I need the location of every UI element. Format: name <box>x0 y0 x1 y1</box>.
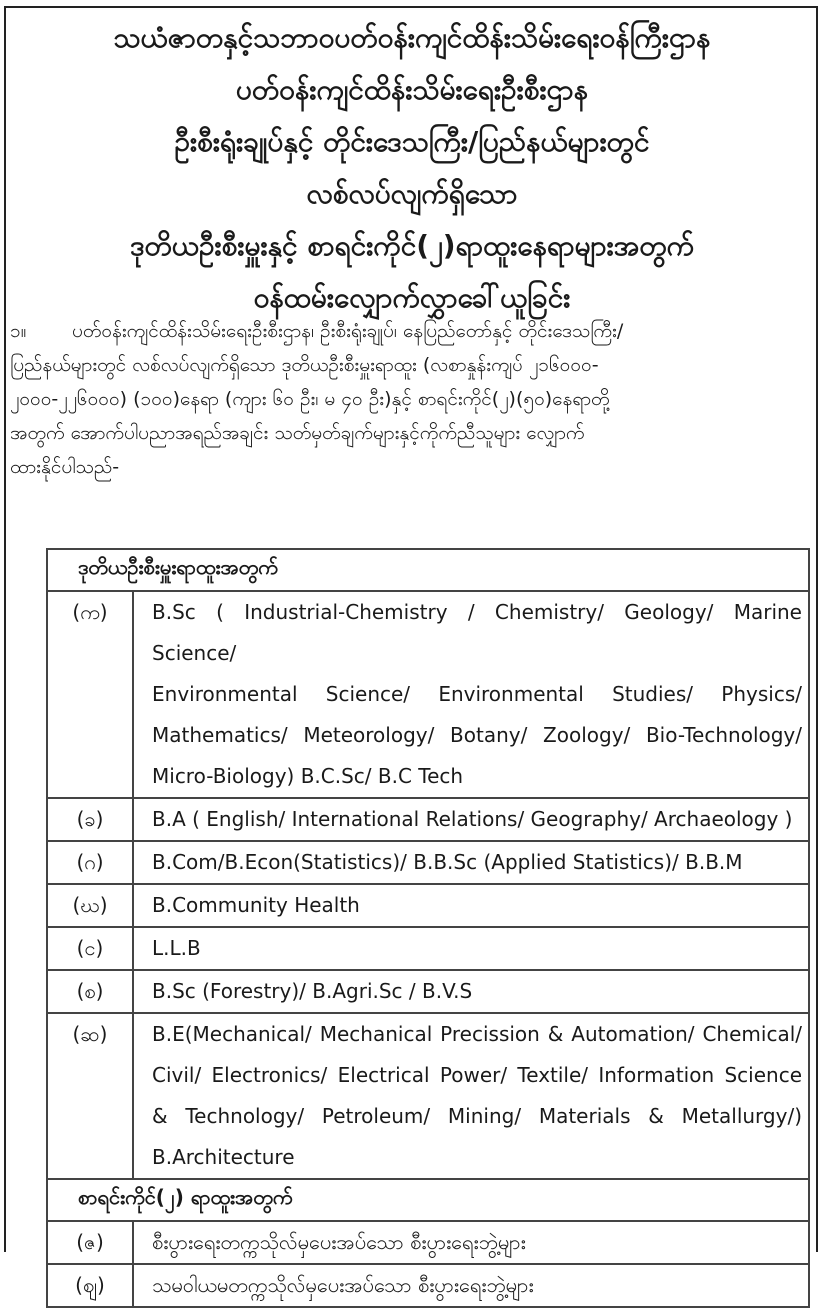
title-line: ဦးစီးရုံးချုပ်နှင့် တိုင်းဒေသကြီး/ပြည်နယ်များတွင် <box>174 125 650 158</box>
row-label: (င) <box>47 927 133 970</box>
table-row <box>47 927 809 970</box>
row-line: B.E(Mechanical/ Mechanical Precission & Automation/ Chemical/ <box>152 1022 802 1046</box>
title-line: လစ်လပ်လျက်ရှိသော <box>306 177 518 210</box>
table-row <box>47 1264 809 1307</box>
row-label: (ဆ) <box>47 1013 133 1179</box>
row-line: B.Community Health <box>152 893 360 917</box>
row-label: (ဂ) <box>47 841 133 884</box>
table-row <box>47 1221 809 1264</box>
paragraph-line: ၂၀၀၀-၂၂၆၀၀၀) (၁၀၀)နေရာ (ကျား ၆၀ ဦး၊ မ ၄၀ ဦး)နှင့် စာရင်းကိုင်(၂)(၅၀)နေရာတို့ <box>10 388 610 410</box>
row-line: Civil/ Electronics/ Electrical Power/ Textile/ Information Science <box>152 1063 802 1087</box>
row-label: (ဇ) <box>47 1221 133 1264</box>
row-line: & Technology/ Petroleum/ Mining/ Materials & Metallurgy/) <box>152 1104 802 1128</box>
table-row <box>47 841 809 884</box>
table-row <box>47 970 809 1013</box>
row-line: Micro-Biology) B.C.Sc/ B.C Tech <box>152 764 464 788</box>
row-line: သမဝါယမတက္ကသိုလ်မှပေးအပ်သော စီးပွားရေးဘွဲ့များ <box>152 1273 534 1297</box>
section-heading: စာရင်းကိုင်(၂) ရာထူးအတွက် <box>47 1179 809 1221</box>
row-line: B.Sc (Forestry)/ B.Agri.Sc / B.V.S <box>152 979 473 1003</box>
row-label: (စ) <box>47 970 133 1013</box>
row-line: B.Architecture <box>152 1145 295 1169</box>
section-heading: ဒုတိယဦးစီးမှူးရာထူးအတွက် <box>47 549 809 591</box>
paragraph-line: ပတ်ဝန်းကျင်ထိန်းသိမ်းရေးဦးစီးဌာန၊ ဦးစီးရုံးချုပ်၊ နေပြည်တော်နှင့် တိုင်းဒေသကြီး/ <box>72 320 624 342</box>
row-line: စီးပွားရေးတက္ကသိုလ်မှပေးအပ်သော စီးပွားရေးဘွဲ့များ <box>152 1230 526 1254</box>
row-label: (ဈ) <box>47 1264 133 1307</box>
row-line: Environmental Science/ Environmental Studies/ Physics/ <box>152 682 802 706</box>
qualification-table <box>46 548 810 1308</box>
row-line: Mathematics/ Meteorology/ Botany/ Zoology/ Bio-Technology/ <box>152 723 802 747</box>
row-line: B.Sc ( Industrial-Chemistry / Chemistry/ Geology/ Marine Science/ <box>152 600 802 665</box>
paragraph-line: အတွက် အောက်ပါပညာအရည်အချင်း သတ်မှတ်ချက်များနှင့်ကိုက်ညီသူများ လျှောက် <box>10 422 585 444</box>
intro-paragraph <box>10 314 816 484</box>
row-text <box>133 1013 809 1179</box>
row-line: L.L.B <box>152 936 201 960</box>
table-row <box>47 884 809 927</box>
table-row <box>47 591 809 798</box>
title-line: ဝန်ထမ်းလျှောက်လွှာခေါ်ယူခြင်း <box>253 281 571 314</box>
paragraph-number: ၁။ <box>10 320 27 342</box>
row-text <box>133 591 809 798</box>
row-label: (က) <box>47 591 133 798</box>
notice-title <box>0 12 824 324</box>
table-row <box>47 1013 809 1179</box>
row-label: (ခ) <box>47 798 133 841</box>
paragraph-line: ပြည်နယ်များတွင် လစ်လပ်လျက်ရှိသော ဒုတိယဦးစီးမှူးရာထူး (လစာနှုန်းကျပ် ၂၁၆၀၀၀- <box>10 354 599 376</box>
paragraph-line: ထားနိုင်ပါသည်- <box>10 456 120 478</box>
row-label: (ဃ) <box>47 884 133 927</box>
title-line: ပတ်ဝန်းကျင်ထိန်းသိမ်းရေးဦးစီးဌာန <box>235 73 589 106</box>
row-line: B.Com/B.Econ(Statistics)/ B.B.Sc (Applied Statistics)/ B.B.M <box>152 850 743 874</box>
table-row <box>47 798 809 841</box>
row-line: B.A ( English/ International Relations/ Geography/ Archaeology ) <box>152 807 793 831</box>
title-line: သယံဇာတနှင့်သဘာဝပတ်ဝန်းကျင်ထိန်းသိမ်းရေးဝန်ကြီးဌာန <box>113 21 711 54</box>
title-line: ဒုတိယဦးစီးမှူးနှင့် စာရင်းကိုင်(၂)ရာထူးနေရာများအတွက် <box>129 229 695 262</box>
